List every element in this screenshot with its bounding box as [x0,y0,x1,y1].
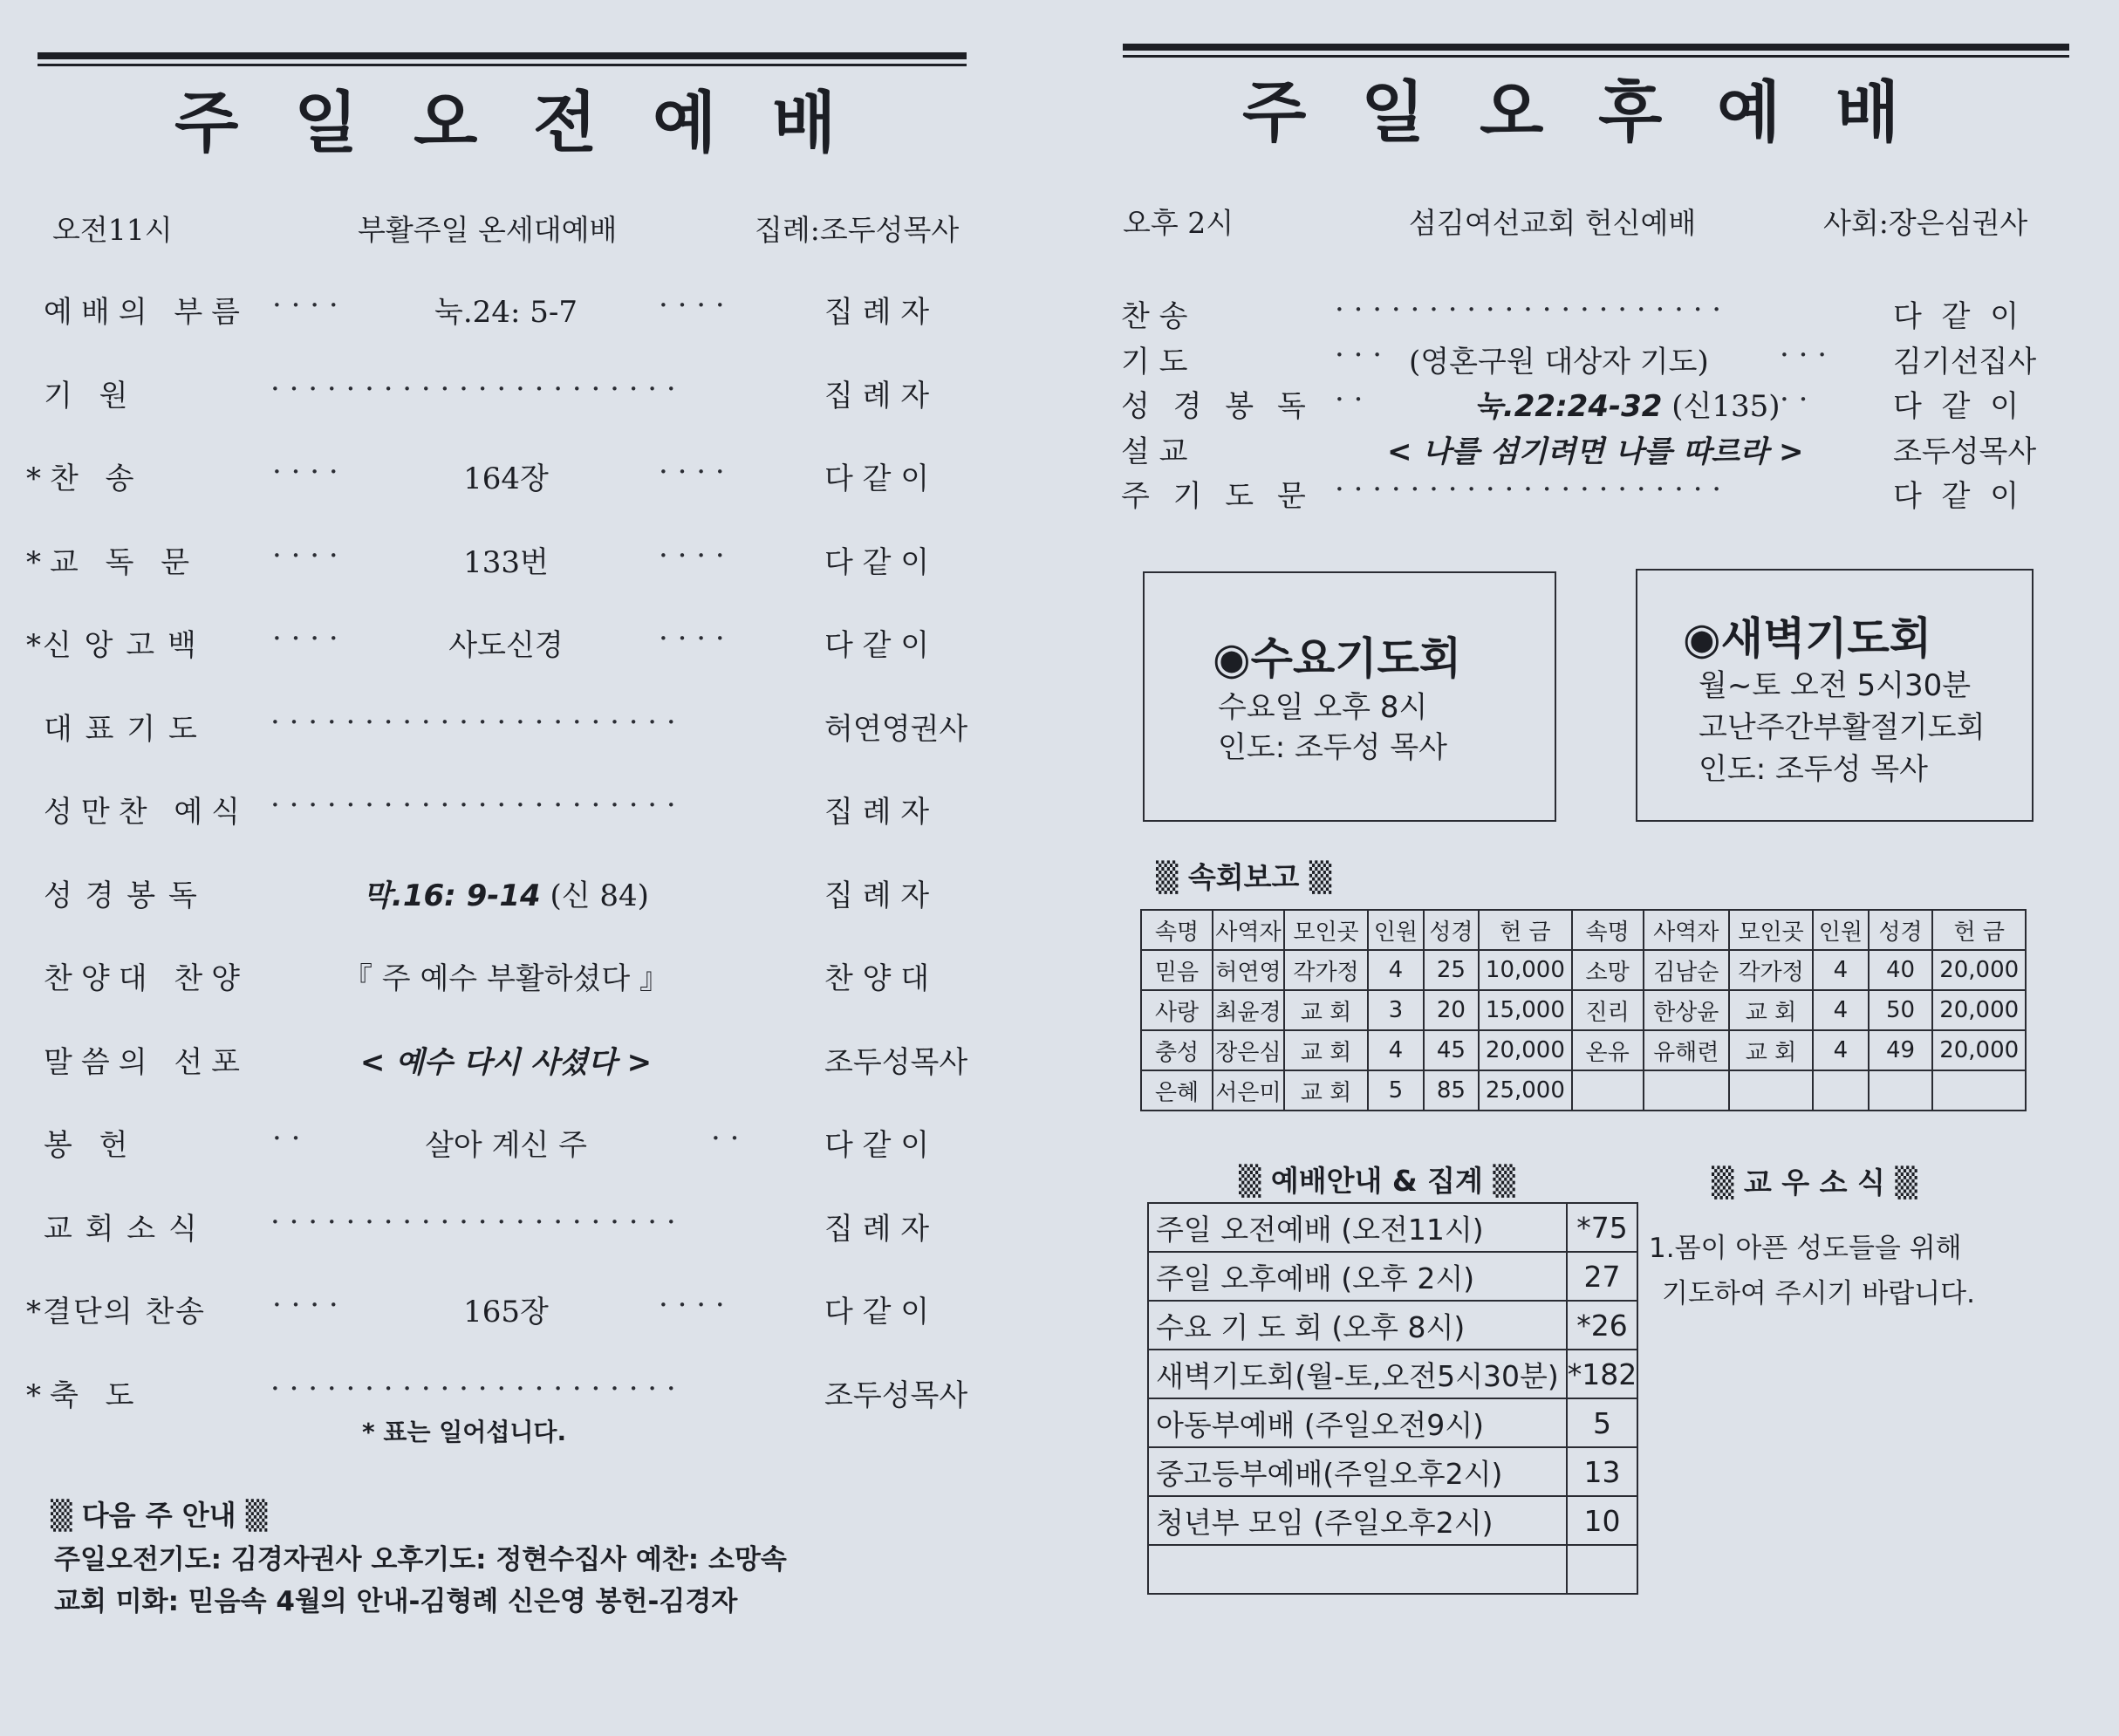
table-cell: 교 회 [1729,1030,1813,1070]
table-cell: 각가정 [1284,950,1368,990]
title-char: 후 [1598,73,1663,151]
afternoon-item-leader: 다 같 이 [1893,389,2025,424]
bullet-icon: ◉ [1683,613,1721,664]
attendance-table [1147,1202,1638,1595]
table-cell: 교 회 [1284,1030,1368,1070]
leader-dots: · · [1335,382,1364,417]
table-cell: 은혜 [1141,1070,1213,1111]
worship-item-detail: 사도신경 [448,628,564,663]
column-header: 인원 [1813,910,1869,950]
attendance-count-cell: *75 [1567,1203,1638,1252]
worship-item-leader: 허연영권사 [824,711,968,747]
ornament-icon: ▒ [1712,1165,1744,1199]
column-header: 사역자 [1213,910,1284,950]
worship-item-content [332,1288,680,1330]
afternoon-item-label: 찬 송 [1121,299,1188,334]
next-week-line: 주일오전기도: 김경자권사 오후기도: 정현수집사 예찬: 소망속 [54,1544,787,1575]
title-char: 예 [653,84,717,161]
worship-item-leader: 조두성목사 [824,1044,968,1080]
table-cell: 유해련 [1644,1030,1729,1070]
column-header: 인원 [1368,910,1424,950]
table-cell: 25,000 [1479,1070,1572,1111]
news-heading [1712,1160,1917,1201]
table-cell: 40 [1869,950,1933,990]
wednesday-time: 수요일 오후 8시 [1218,690,1428,725]
afternoon-item-label: 성 경 봉 독 [1121,389,1313,424]
leader-dots: · · [1780,382,1808,417]
afternoon-item [1121,427,2046,471]
table-row [1148,1398,1637,1447]
service-name-cell: 새벽기도회(월-토,오전5시30분) [1148,1350,1567,1398]
worship-item-content [332,288,680,331]
ornament-icon: ▒ [51,1499,82,1532]
leader-dots: · · · · · · · · · · · · · · · · · · · · · [1335,472,1722,507]
service-name-cell: 주일 오전예배 (오전11시) [1148,1203,1567,1252]
table-cell: 3 [1368,990,1424,1030]
table-cell: 85 [1424,1070,1480,1111]
worship-item-label: 성만찬 예식 [44,795,249,830]
worship-item-content [332,871,680,914]
column-header: 속명 [1572,910,1644,950]
ornament-icon: ▒ [1239,1164,1271,1198]
table-cell: 각가정 [1729,950,1813,990]
leader-dots: · · · · · · · · · · · · · · · · · · · · · · [270,788,676,823]
afternoon-item-detail: (영혼구원 대상자 기도) [1409,344,1709,379]
table-row [1148,1447,1637,1496]
table-cell: 온유 [1572,1030,1644,1070]
ornament-icon: ▒ [236,1499,268,1532]
worship-item-leader: 다 같 이 [824,544,930,580]
table-cell [1813,1070,1869,1111]
next-week-line: 교회 미화: 믿음속 4월의 안내-김형례 신은영 봉헌-김경자 [54,1586,738,1617]
table-cell: 4 [1368,1030,1424,1070]
service-time: 오후 2시 [1123,206,1234,240]
service-time: 오전11시 [52,213,173,247]
worship-item-content [332,1121,680,1164]
table-cell: 한상윤 [1644,990,1729,1030]
leader-dots: · · · · · · · · · · · · · · · · · · · · · · [270,1204,676,1240]
table-cell: 20,000 [1479,1030,1572,1070]
table-cell: 4 [1813,950,1869,990]
table-row [1148,1545,1637,1594]
afternoon-item [1121,472,2046,516]
worship-item [0,954,1047,1007]
table-cell: 20,000 [1932,990,2026,1030]
title-char: 배 [772,84,837,161]
attendance-count-cell: 10 [1567,1496,1638,1545]
table-row [1148,1301,1637,1350]
afternoon-item-content [1474,382,1781,425]
worship-item [0,788,1047,840]
leader-dots: · · · · [659,537,725,573]
dawn-time: 월~토 오전 5시30분 [1699,668,1972,703]
worship-item-content [332,455,680,497]
service-name: 부활주일 온세대예배 [358,213,618,247]
afternoon-item-content [1409,338,1709,380]
next-week-heading [51,1493,267,1534]
service-name-cell: 아동부예배 (주일오전9시) [1148,1398,1567,1447]
table-cell: 믿음 [1141,950,1213,990]
afternoon-item [1121,292,2046,336]
title-char: 예 [1717,73,1781,151]
worship-item-detail: 164장 [463,461,549,496]
leader-dots: · · · · [272,621,338,656]
afternoon-item-leader: 조두성목사 [1893,434,2037,469]
table-cell: 45 [1424,1030,1480,1070]
afternoon-item-label: 주 기 도 문 [1121,479,1313,514]
cell-report-heading-text: 속회보고 [1187,860,1300,894]
worship-item [0,288,1047,340]
leader-dots: · · · [1335,337,1383,372]
service-leader: 집례:조두성목사 [755,213,960,247]
worship-item-content [332,954,680,997]
attendance-count-cell: *182 [1567,1350,1638,1398]
worship-item-label: *축 도 [26,1377,143,1413]
worship-item [0,1288,1047,1340]
worship-item-leader: 집 례 자 [824,295,930,330]
stats-heading [1239,1158,1515,1199]
worship-item-label: 대 표 기 도 [44,711,199,747]
leader-dots: · · · · [272,455,338,489]
title-rule [38,52,967,59]
table-cell: 진리 [1572,990,1644,1030]
table-cell: 허연영 [1213,950,1284,990]
column-header: 헌 금 [1932,910,2026,950]
column-header: 성경 [1424,910,1480,950]
dawn-leader: 인도: 조두성 목사 [1699,752,1928,787]
attendance-count-cell: *26 [1567,1301,1638,1350]
worship-item-leader: 집 례 자 [824,878,930,913]
table-cell: 5 [1368,1070,1424,1111]
afternoon-item-emphasis: < 나를 섬기려면 나를 따르라 > [1387,434,1804,469]
dawn-note: 고난주간부활절기도회 [1699,710,1986,745]
leader-dots: · · · · [659,1288,725,1323]
table-row [1148,1350,1637,1398]
column-header: 모인곳 [1284,910,1368,950]
table-cell: 충성 [1141,1030,1213,1070]
worship-item-label: 봉 헌 [44,1128,137,1163]
worship-item [0,455,1047,507]
leader-dots: · · · · [272,288,338,323]
worship-item [0,621,1047,673]
column-header: 모인곳 [1729,910,1813,950]
table-row [1141,990,2026,1030]
title-char: 오 [414,84,478,161]
worship-item-emphasis: 막.16: 9-14 [363,878,541,913]
leader-dots: · · · · · · · · · · · · · · · · · · · · · · [270,1370,676,1406]
afternoon-item-label: 설 교 [1121,434,1188,469]
dawn-prayer-title-text: 새벽기도회 [1720,613,1932,664]
table-cell: 25 [1424,950,1480,990]
wednesday-leader: 인도: 조두성 목사 [1218,730,1447,765]
table-row [1148,1203,1637,1252]
standing-note: * 표는 일어섭니다. [362,1418,567,1446]
table-cell: 10,000 [1479,950,1572,990]
title-char: 주 [174,84,239,161]
worship-item [0,705,1047,757]
worship-item-leader: 다 같 이 [824,461,930,496]
dawn-prayer-title [1683,604,1931,666]
worship-item-detail: 눅.24: 5-7 [434,295,578,330]
table-row [1141,1030,2026,1070]
cell-report-table [1140,909,2027,1111]
attendance-count-cell: 13 [1567,1447,1638,1496]
table-cell: 20,000 [1932,950,2026,990]
worship-item-label: *교 독 문 [26,544,199,580]
worship-item [0,1121,1047,1173]
afternoon-item-label: 기 도 [1121,344,1188,379]
leader-dots: · · · · [659,621,725,656]
worship-item-leader: 집 례 자 [824,795,930,830]
title-char: 일 [1361,73,1425,151]
worship-item [0,372,1047,424]
wednesday-prayer-title [1213,624,1461,687]
next-week-heading-text: 다음 주 안내 [81,1499,236,1532]
table-cell [1644,1070,1729,1111]
table-cell: 20,000 [1932,1030,2026,1070]
afternoon-item-emphasis: 눅.22:24-32 [1474,389,1663,424]
worship-item-emphasis: < 예수 다시 사셨다 > [359,1044,653,1080]
table-cell: 교 회 [1284,990,1368,1030]
table-cell: 20 [1424,990,1480,1030]
table-cell: 4 [1813,1030,1869,1070]
table-cell: 교 회 [1284,1070,1368,1111]
title-char: 주 [1242,73,1307,151]
worship-item-detail: 133번 [463,544,549,580]
wednesday-prayer-title-text: 수요기도회 [1250,633,1462,684]
wednesday-prayer-box [1143,571,1556,822]
news-line: 기도하여 주시기 바랍니다. [1662,1278,1975,1309]
worship-item-detail: 165장 [463,1295,549,1329]
table-cell: 4 [1813,990,1869,1030]
title-char: 배 [1835,73,1900,151]
service-name-cell: 중고등부예배(주일오후2시) [1148,1447,1567,1496]
table-row [1148,1252,1637,1301]
table-row [1141,1070,2026,1111]
leader-dots: · · [272,1121,301,1156]
ornament-icon: ▒ [1299,860,1332,894]
worship-item-leader: 다 같 이 [824,628,930,663]
bullet-icon: ◉ [1213,633,1251,684]
worship-item-label: 말씀의 선포 [44,1044,249,1080]
table-cell [1729,1070,1813,1111]
table-cell [1869,1070,1933,1111]
worship-item-leader: 다 같 이 [824,1128,930,1163]
worship-item-label: 성 경 봉 독 [44,878,199,913]
column-header: 사역자 [1644,910,1729,950]
table-cell: 49 [1869,1030,1933,1070]
ornament-icon: ▒ [1156,860,1188,894]
table-cell: 소망 [1572,950,1644,990]
worship-item-content [332,538,680,581]
worship-item-label: 교 회 소 식 [44,1211,199,1247]
column-header: 속명 [1141,910,1213,950]
service-name-cell: 수요 기 도 회 (오후 8시) [1148,1301,1567,1350]
table-cell [1572,1070,1644,1111]
worship-item-label: *찬 송 [26,461,143,496]
column-header: 성경 [1869,910,1933,950]
table-cell: 김남순 [1644,950,1729,990]
afternoon-item-leader: 김기선집사 [1893,344,2037,379]
service-name-cell: 주일 오후예배 (오후 2시) [1148,1252,1567,1301]
worship-item-label: *신 앙 고 백 [26,628,198,663]
table-cell: 4 [1368,950,1424,990]
service-leader: 사회:장은심권사 [1823,206,2028,240]
attendance-count-cell: 5 [1567,1398,1638,1447]
worship-item [0,1038,1047,1090]
table-cell: 서은미 [1213,1070,1284,1111]
service-name-cell [1148,1545,1567,1594]
leader-dots: · · · · [659,288,725,323]
worship-item-leader: 집 례 자 [824,378,930,413]
worship-item-label: *결단의 찬송 [26,1295,207,1329]
worship-item-label: 찬양대 찬양 [44,961,249,996]
service-name-cell: 청년부 모임 (주일오후2시) [1148,1496,1567,1545]
table-cell: 15,000 [1479,990,1572,1030]
table-header-row [1141,910,2026,950]
worship-item-detail: (신 84) [550,878,649,913]
worship-item [0,871,1047,924]
ornament-icon: ▒ [1884,1165,1917,1199]
worship-item-label: 예배의 부름 [44,295,249,330]
worship-item-leader: 찬 양 대 [824,961,930,996]
afternoon-item-detail: (신135) [1671,389,1781,424]
worship-item [0,1205,1047,1257]
leader-dots: · · · · [272,537,338,573]
worship-item-leader: 조두성목사 [824,1377,968,1413]
table-row [1141,950,2026,990]
title-char: 전 [533,84,598,161]
ornament-icon: ▒ [1482,1164,1515,1198]
leader-dots: · · · · · · · · · · · · · · · · · · · · · · [270,371,676,407]
table-cell [1932,1070,2026,1111]
leader-dots: · · · · · · · · · · · · · · · · · · · · · · [270,704,676,740]
worship-item-detail: 살아 계신 주 [425,1128,587,1163]
column-header: 헌 금 [1479,910,1572,950]
attendance-count-cell [1567,1545,1638,1594]
worship-item-leader: 집 례 자 [824,1211,930,1247]
table-cell: 최윤경 [1213,990,1284,1030]
afternoon-item [1121,338,2046,381]
table-row [1148,1496,1637,1545]
dawn-prayer-box [1636,569,2034,822]
title-rule [1123,44,2069,51]
leader-dots: · · · [1780,337,1828,372]
worship-item-content [332,621,680,664]
title-char: 일 [294,84,359,161]
table-cell: 50 [1869,990,1933,1030]
news-heading-text: 교 우 소 식 [1743,1165,1885,1199]
worship-item-content [332,1038,680,1081]
cell-report-heading [1156,855,1331,896]
worship-item-detail: 『 주 예수 부활하셨다 』 [343,961,669,996]
table-cell: 교 회 [1729,990,1813,1030]
leader-dots: · · · · · · · · · · · · · · · · · · · · · [1335,292,1722,327]
stats-heading-text: 예배안내 & 집계 [1270,1164,1483,1198]
title-char: 오 [1480,73,1544,151]
leader-dots: · · · · [659,455,725,489]
afternoon-item [1121,382,2046,426]
leader-dots: · · [711,1121,740,1156]
afternoon-item-leader: 다 같 이 [1893,299,2025,334]
service-name: 섬김여선교회 헌신예배 [1409,206,1697,240]
worship-item-label: 기 원 [44,378,137,413]
table-cell: 장은심 [1213,1030,1284,1070]
worship-item [0,538,1047,591]
afternoon-item-content [1387,427,1803,470]
afternoon-item-leader: 다 같 이 [1893,479,2025,514]
worship-item-leader: 다 같 이 [824,1295,930,1329]
news-line: 1.몸이 아픈 성도들을 위해 [1649,1233,1962,1264]
table-cell: 사랑 [1141,990,1213,1030]
leader-dots: · · · · [272,1288,338,1323]
attendance-count-cell: 27 [1567,1252,1638,1301]
